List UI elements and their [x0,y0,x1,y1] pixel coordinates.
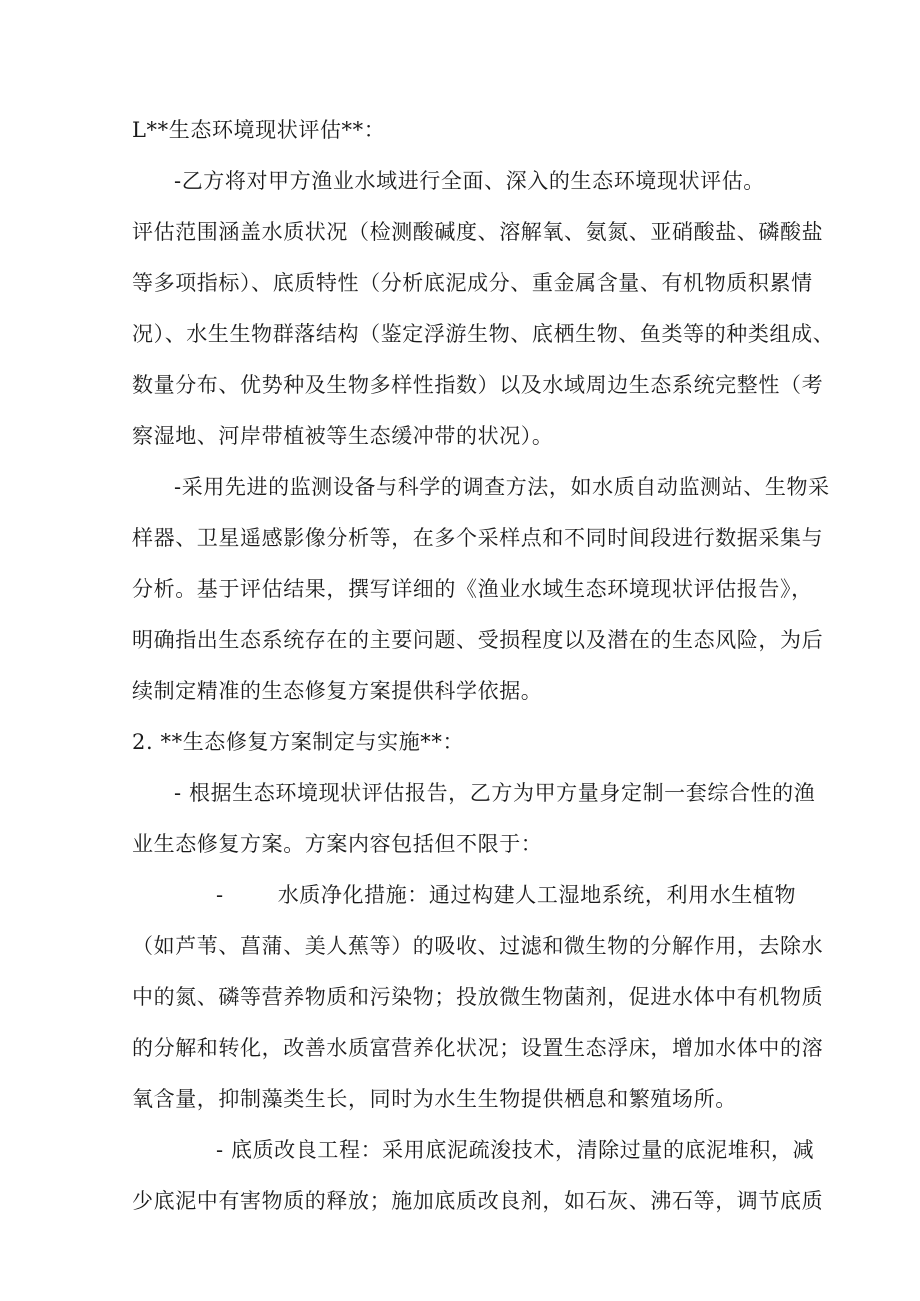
list-item-text: 水质净化措施：通过构建人工湿地系统，利用水生植物 [277,883,797,907]
section-1-heading: L**生态环境现状评估**： [132,118,386,142]
section-1-para-2-line-5: 续制定精准的生态修复方案提供科学依据。 [132,679,543,703]
section-1-para-2-line-1: -采用先进的监测设备与科学的调查方法，如水质自动监测站、生物采 [174,475,830,499]
section-1-para-1-line-4: 况）、水生生物群落结构（鉴定浮游生物、底栖生物、鱼类等的种类组成、 [132,322,835,346]
section-2-para-1-line-1: - 根据生态环境现状评估报告，乙方为甲方量身定制一套综合性的渔 [174,781,816,805]
section-2-para-2-line-2: （如芦苇、菖蒲、美人蕉等）的吸收、过滤和微生物的分解作用，去除水 [132,934,824,958]
section-1-para-1-line-1: -乙方将对甲方渔业水域进行全面、深入的生态环境现状评估。 [174,169,765,193]
section-2-para-2-line-1 [216,882,796,908]
list-dash: - [216,883,224,907]
section-2-para-2-line-4: 的分解和转化，改善水质富营养化状况；设置生态浮床，增加水体中的溶 [132,1036,824,1060]
section-2-para-3-line-2: 少底泥中有害物质的释放；施加底质改良剂，如石灰、沸石等，调节底质 [132,1189,824,1213]
section-1-para-1-line-3: 等多项指标）、底质特性（分析底泥成分、重金属含量、有机物质积累情 [132,271,813,295]
section-1-para-1-line-5: 数量分布、优势种及生物多样性指数）以及水域周边生态系统完整性（考 [132,373,824,397]
section-1-para-1-line-2: 评估范围涵盖水质状况（检测酸碱度、溶解氧、氨氮、亚硝酸盐、磷酸盐 [132,220,824,244]
section-2-para-3-line-1: - 底质改良工程：采用底泥疏浚技术，清除过量的底泥堆积，减 [216,1138,815,1162]
section-1-para-1-line-6: 察湿地、河岸带植被等生态缓冲带的状况）。 [132,424,554,448]
section-2-para-2-line-3: 中的氮、磷等营养物质和污染物；投放微生物菌剂，促进水体中有机物质 [132,985,824,1009]
section-1-para-2-line-2: 样器、卫星遥感影像分析等，在多个采样点和不同时间段进行数据采集与 [132,526,824,550]
section-2-para-2-line-5: 氧含量，抑制藻类生长，同时为水生生物提供栖息和繁殖场所。 [132,1087,737,1111]
section-1-para-2-line-3: 分析。基于评估结果，撰写详细的《渔业水域生态环境现状评估报告》， [132,577,813,601]
section-2-para-1-line-2: 业生态修复方案。方案内容包括但不限于： [132,832,543,856]
section-2-heading: 2. **生态修复方案制定与实施**： [132,730,465,754]
section-1-para-2-line-4: 明确指出生态系统存在的主要问题、受损程度以及潜在的生态风险，为后 [132,628,824,652]
